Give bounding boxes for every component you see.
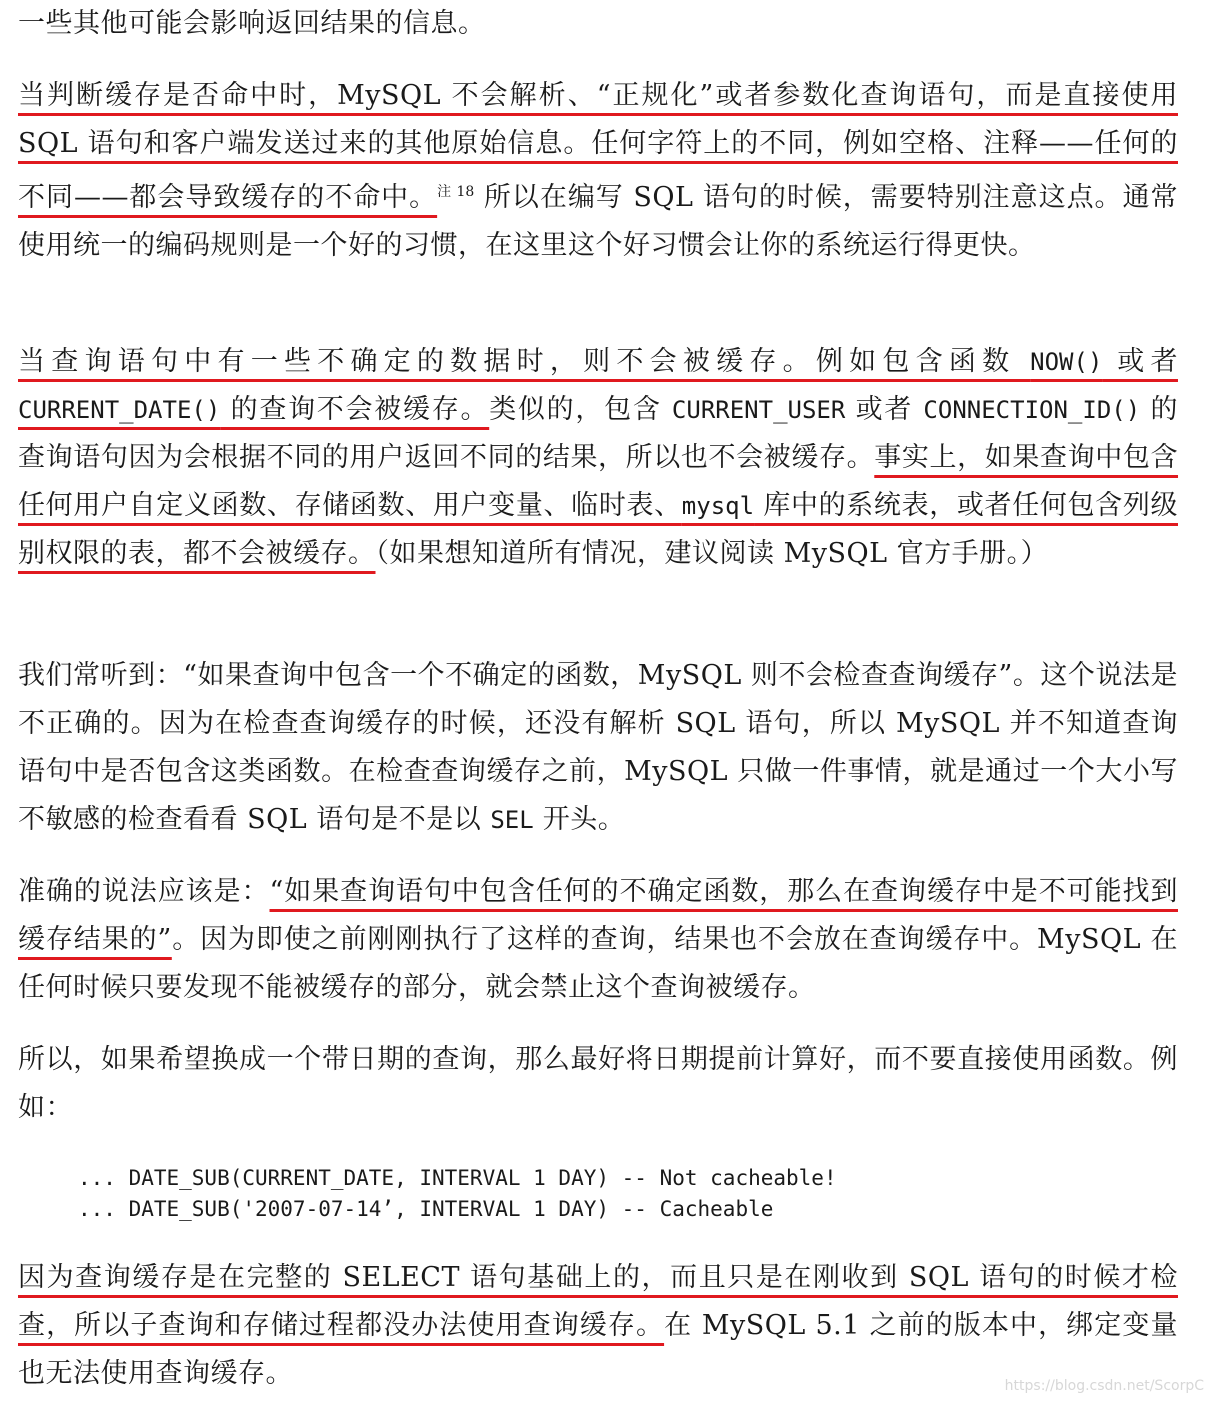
highlighted-text: 或者 — [1102, 346, 1178, 377]
highlighted-text: 因为查询缓存是在完整的 SELECT 语句基础上的，而且只是在刚收到 SQL 语句的时候才检查，所以子查询和存储过程都没办法使用查询缓存。 — [18, 1262, 1178, 1341]
highlighted-text: “如果查询语句中包含任何的不确定函数，那么在查询缓存中是不可能找到缓存结果的” — [18, 876, 1178, 955]
code-inline: CONNECTION_ID() — [923, 396, 1141, 424]
paragraph-common-misconception — [18, 652, 1178, 844]
paragraph-nondeterministic — [18, 338, 1178, 578]
highlighted-text: 事实上，如果查询中包含任何用户自定义函数、存储函数、用户变量、临时表、 — [18, 442, 1179, 521]
text: （如果想知道所有情况，建议阅读 MySQL 官方手册。） — [375, 538, 1049, 569]
code-line: ... DATE_SUB(CURRENT_DATE, INTERVAL 1 DAY) -- Not cacheable! — [78, 1166, 837, 1190]
text: 的查询语句因为会根据不同的用户返回不同的结果，所以也不会被缓存。 — [18, 394, 1178, 473]
paragraph-date-example — [18, 1036, 1178, 1132]
paragraph-intro-tail — [18, 0, 1178, 48]
code-inline: NOW() — [1030, 348, 1103, 376]
highlighted-text: 当判断缓存是否命中时，MySQL 不会解析、“正规化”或者参数化查询语句，而是直接使用 SQL 语句和客户端发送过来的其他原始信息。任何字符上的不同，例如空格、注释——任何的不同——都会导致缓存的不命中。 — [18, 80, 1178, 213]
watermark: https://blog.csdn.net/ScorpC — [1004, 1378, 1204, 1394]
paragraph-subqueries — [18, 1254, 1178, 1398]
code-inline: CURRENT_DATE() — [18, 396, 221, 424]
code-block — [78, 1163, 837, 1225]
code-inline: CURRENT_USER — [671, 396, 846, 424]
text: 在 MySQL 5.1 之前的版本中，绑定变量也无法使用查询缓存。 — [18, 1310, 1178, 1389]
footnote-ref: 注 18 — [437, 184, 475, 200]
code-line: ... DATE_SUB('2007-07-14’, INTERVAL 1 DAY) -- Cacheable — [78, 1197, 774, 1221]
paragraph-accurate-statement — [18, 868, 1178, 1012]
text: 类似的，包含 — [489, 394, 672, 425]
code-inline: SEL — [490, 806, 534, 834]
code-inline: mysql — [681, 492, 755, 520]
text: 一些其他可能会影响返回结果的信息。 — [18, 8, 486, 39]
text: 我们常听到：“如果查询中包含一个不确定的函数，MySQL 则不会检查查询缓存”。这个说法是不正确的。因为在检查查询缓存的时候，还没有解析 SQL 语句，所以 MySQL 并不知道查询语句中是否包含这类函数。在检查查询缓存之前，MySQL 只做一件事情，就是通过一个大小写不敏感的检查看看 SQL 语句是不是以 — [18, 660, 1178, 835]
paragraph-cache-hit — [18, 72, 1178, 270]
text: 所以，如果希望换成一个带日期的查询，那么最好将日期提前计算好，而不要直接使用函数。例如： — [18, 1044, 1178, 1123]
text: 。因为即使之前刚刚执行了这样的查询，结果也不会放在查询缓存中。MySQL 在任何时候只要发现不能被缓存的部分，就会禁止这个查询被缓存。 — [18, 924, 1178, 1003]
highlighted-text: 库中的系统表，或者任何包含列级别权限的表，都不会被缓存。 — [18, 490, 1178, 569]
highlighted-text: 当查询语句中有一些不确定的数据时，则不会被缓存。例如包含函数 — [18, 346, 1031, 377]
text: 准确的说法应该是： — [18, 876, 270, 907]
text: 所以在编写 SQL 语句的时候，需要特别注意这点。通常使用统一的编码规则是一个好的习惯，在这里这个好习惯会让你的系统运行得更快。 — [18, 182, 1179, 261]
text: 或者 — [845, 394, 924, 425]
text: 开头。 — [533, 804, 626, 835]
highlighted-text: 的查询不会被缓存。 — [220, 394, 490, 425]
